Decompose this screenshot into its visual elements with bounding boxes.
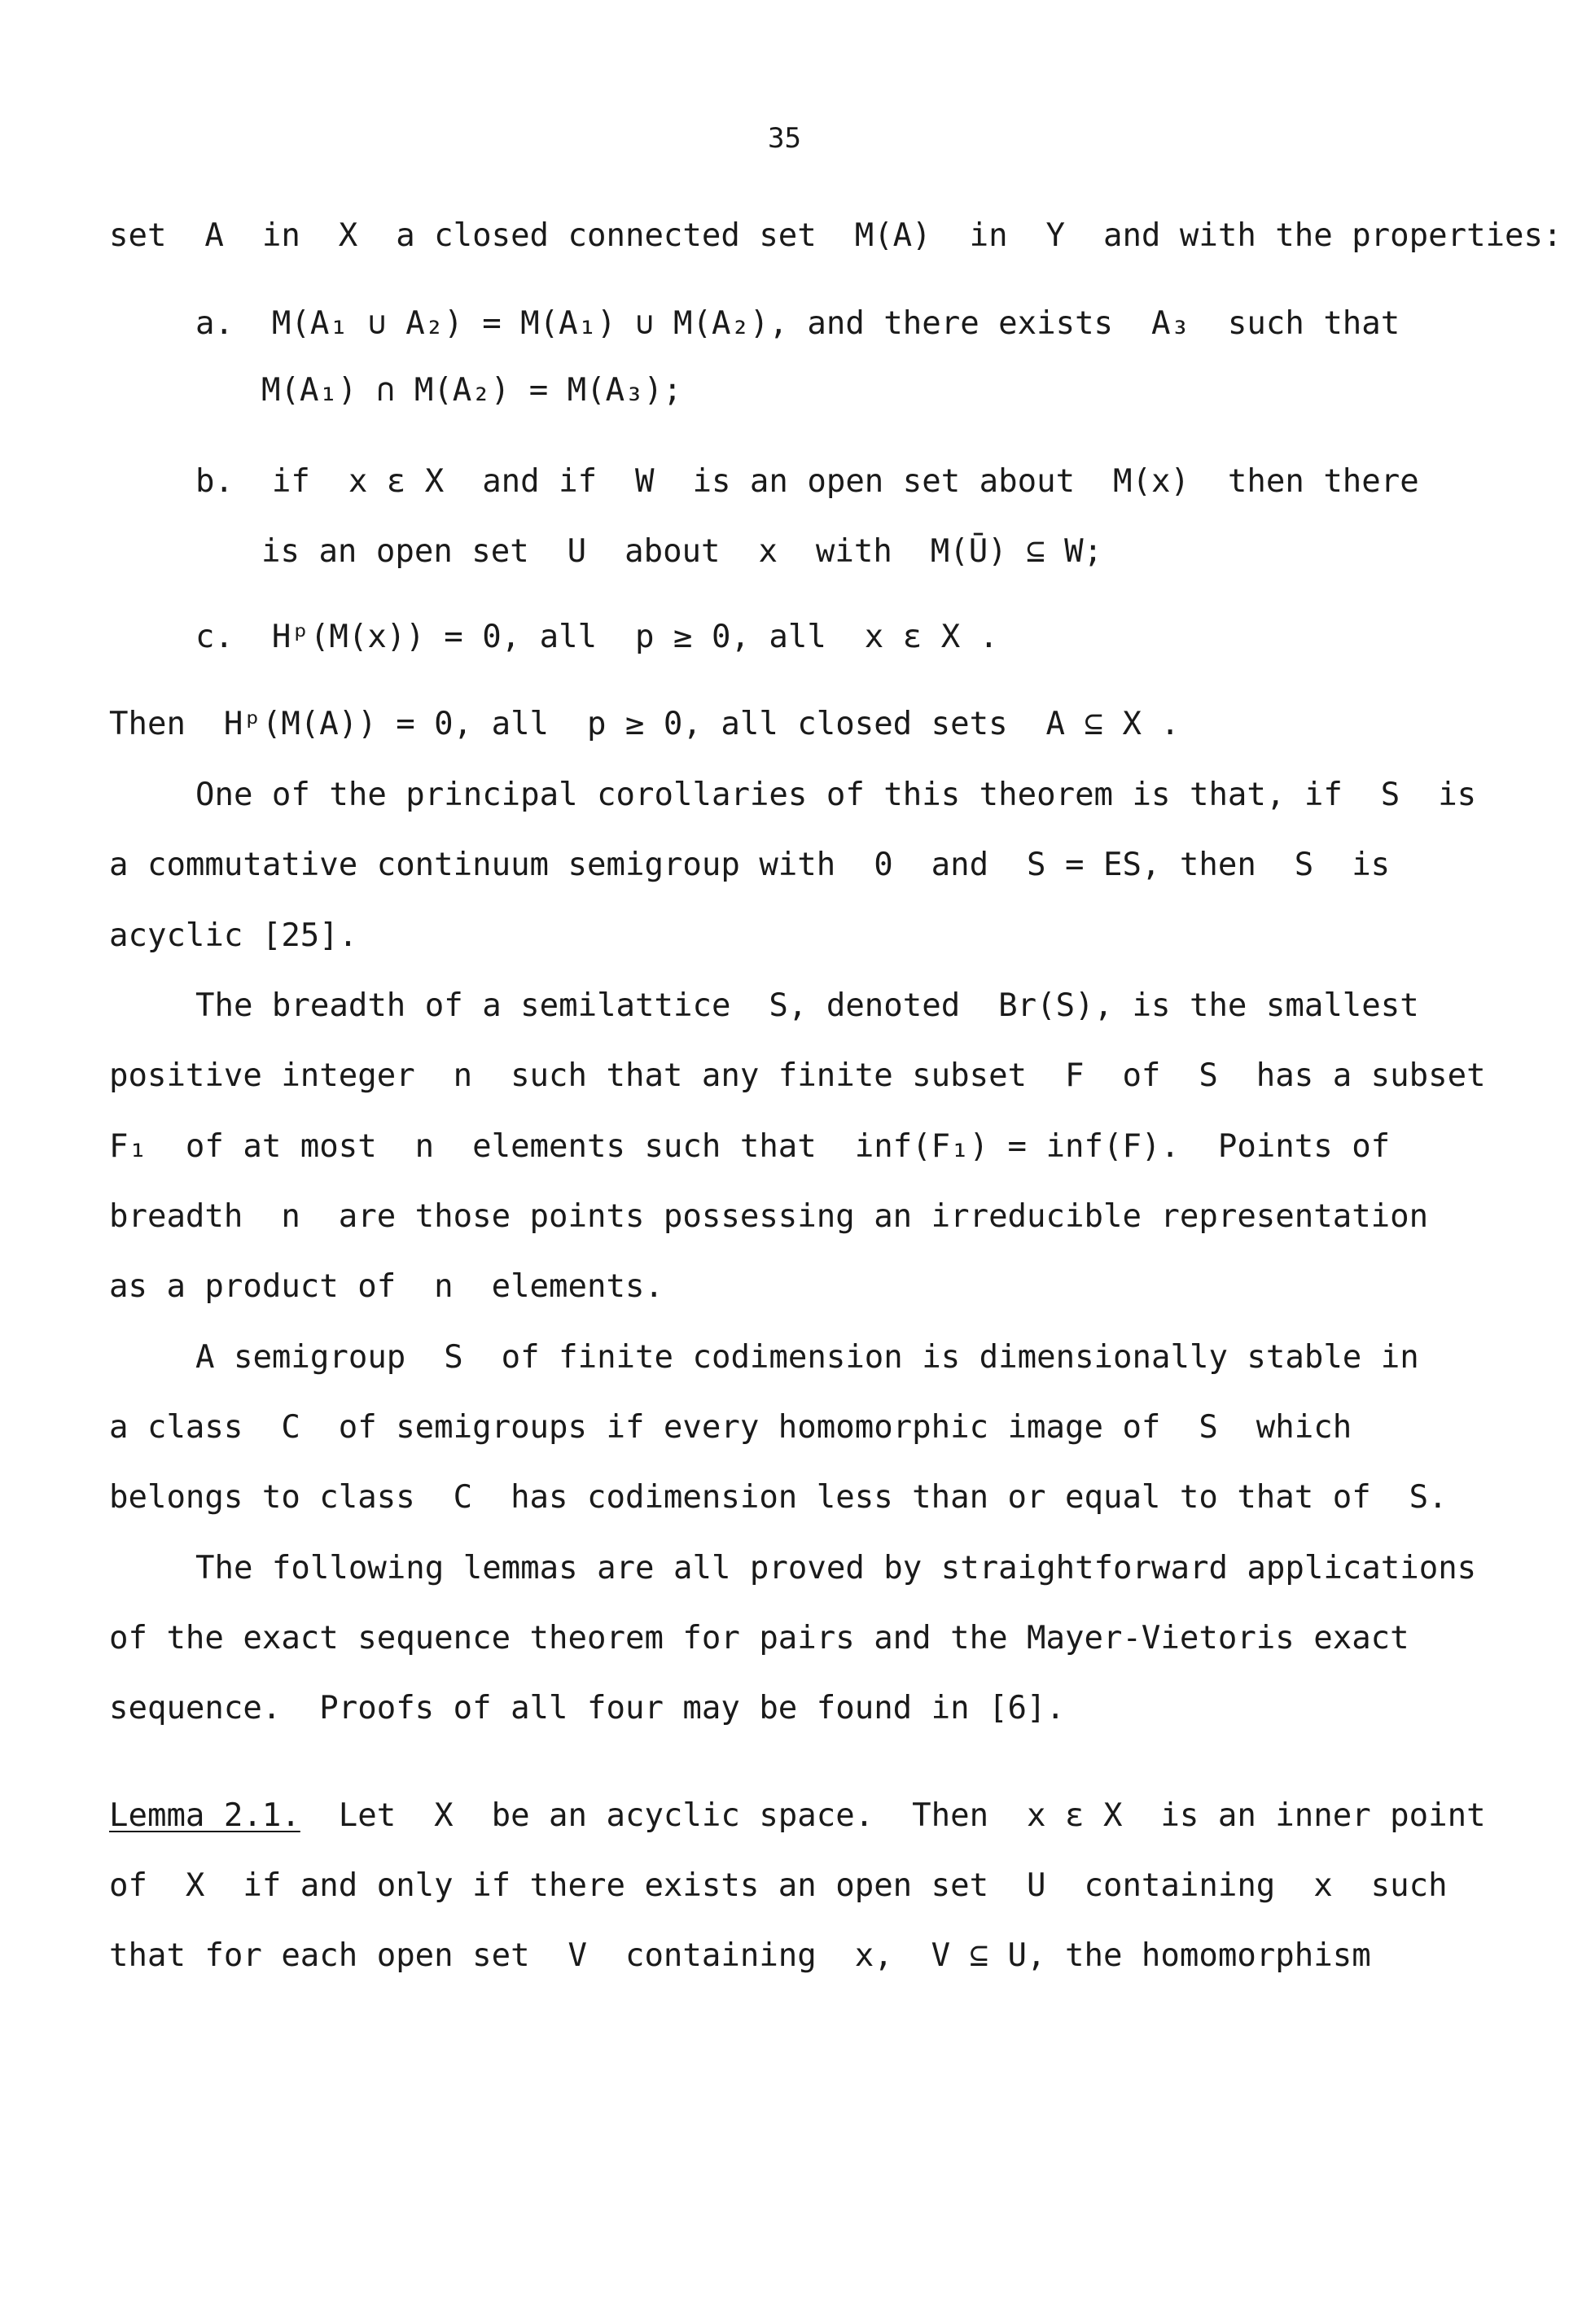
item-a-line-2: M(A₁) ∩ M(A₂) = M(A₃); [261, 372, 682, 409]
breadth-line-5: as a product of n elements. [109, 1268, 664, 1305]
semigroup-line-3: belongs to class C has codimension less than or equal to that of S. [109, 1479, 1448, 1516]
lemma-line-3: that for each open set V containing x, V ⊆ U, the homomorphism [109, 1937, 1371, 1974]
semigroup-line-1: A semigroup S of finite codimension is dimensionally stable in [195, 1339, 1419, 1376]
lemma-label: Lemma 2.1. [109, 1797, 300, 1834]
item-b-line-1: b. if x ε X and if W is an open set about M(x) then there [195, 463, 1419, 500]
corollary-line-2: a commutative continuum semigroup with 0 and S = ES, then S is [109, 847, 1391, 883]
lemmas-line-2: of the exact sequence theorem for pairs and the Mayer-Vietoris exact [109, 1620, 1409, 1657]
lemmas-line-1: The following lemmas are all proved by straightforward applications [195, 1550, 1477, 1587]
page-number: 35 [768, 122, 801, 155]
semigroup-line-2: a class C of semigroups if every homomorphic image of S which [109, 1409, 1352, 1446]
lemma-line-2: of X if and only if there exists an open set U containing x such [109, 1867, 1448, 1904]
corollary-line-1: One of the principal corollaries of this theorem is that, if S is [195, 777, 1477, 813]
corollary-line-3: acyclic [25]. [109, 917, 358, 954]
item-b-line-2: is an open set U about x with M(Ū) ⊆ W; [261, 533, 1103, 570]
then-line: Then Hᵖ(M(A)) = 0, all p ≥ 0, all closed sets A ⊆ X . [109, 706, 1180, 742]
lemmas-line-3: sequence. Proofs of all four may be found in [6]. [109, 1690, 1065, 1727]
breadth-line-2: positive integer n such that any finite subset F of S has a subset [109, 1057, 1486, 1094]
item-c-line: c. Hᵖ(M(x)) = 0, all p ≥ 0, all x ε X . [195, 619, 999, 655]
breadth-line-4: breadth n are those points possessing an irreducible representation [109, 1198, 1429, 1235]
intro-line: set A in X a closed connected set M(A) in Y and with the properties: [109, 217, 1562, 254]
breadth-line-3: F₁ of at most n elements such that inf(F₁) = inf(F). Points of [109, 1128, 1391, 1165]
lemma-line-1-text: Let X be an acyclic space. Then x ε X is an inner point [300, 1797, 1486, 1834]
lemma-line-1 [109, 1797, 1486, 1834]
item-a-line-1: a. M(A₁ ∪ A₂) = M(A₁) ∪ M(A₂), and there exists A₃ such that [195, 305, 1400, 342]
breadth-line-1: The breadth of a semilattice S, denoted Br(S), is the smallest [195, 987, 1419, 1024]
